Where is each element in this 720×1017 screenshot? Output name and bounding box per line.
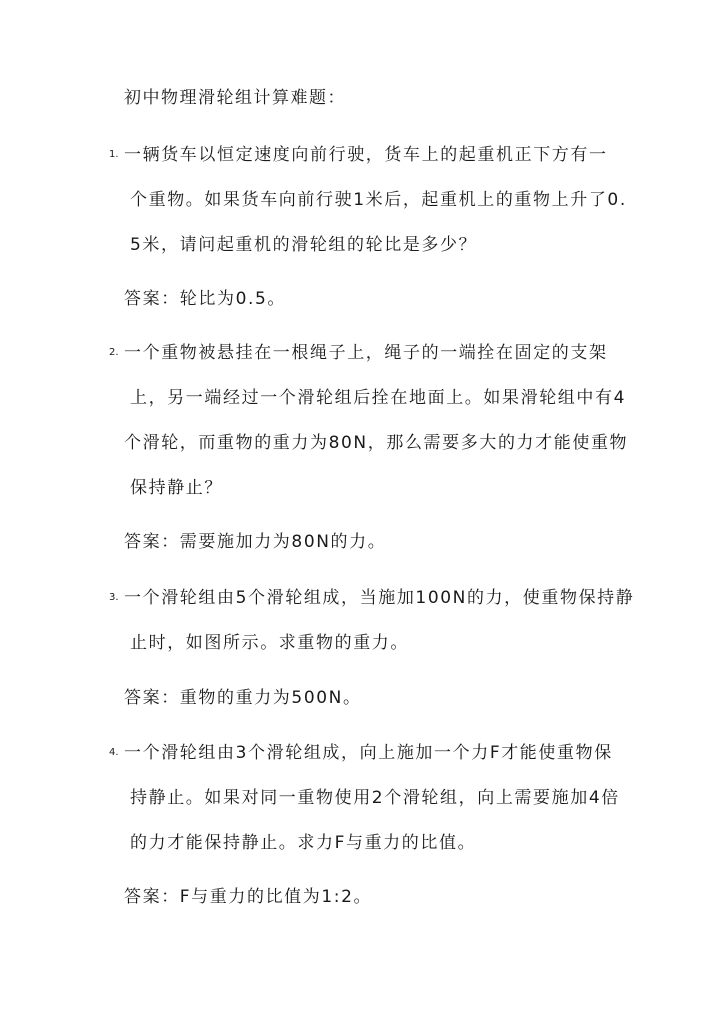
- answer-2: 答案：需要施加力为80N的力。: [124, 532, 387, 552]
- question-line: 一个滑轮组由3个滑轮组成，向上施加一个力F才能使重物保: [124, 743, 613, 763]
- question-number: 4.: [109, 747, 119, 758]
- answer-3: 答案：重物的重力为500N。: [124, 688, 362, 708]
- answer-1: 答案：轮比为0.5。: [124, 289, 287, 309]
- question-line: 持静止。如果对同一重物使用2个滑轮组，向上需要施加4倍: [130, 788, 620, 808]
- question-line: 保持静止？: [130, 478, 223, 498]
- document-title: 初中物理滑轮组计算难题：: [124, 88, 346, 108]
- question-line: 个滑轮，而重物的重力为80N，那么需要多大的力才能使重物: [124, 433, 629, 453]
- question-line: 上，另一端经过一个滑轮组后拴在地面上。如果滑轮组中有4: [130, 388, 627, 408]
- question-line: 止时，如图所示。求重物的重力。: [130, 633, 409, 653]
- question-line: 一辆货车以恒定速度向前行驶，货车上的起重机正下方有一: [124, 145, 608, 165]
- question-number: 2.: [109, 347, 119, 358]
- question-line: 5米，请问起重机的滑轮组的轮比是多少？: [130, 235, 478, 255]
- question-number: 1.: [109, 149, 119, 160]
- question-number: 3.: [109, 592, 119, 603]
- answer-4: 答案：F与重力的比值为1:2。: [124, 887, 373, 907]
- question-line: 的力才能保持静止。求力F与重力的比值。: [130, 833, 477, 853]
- question-line: 一个重物被悬挂在一根绳子上，绳子的一端拴在固定的支架: [124, 343, 608, 363]
- question-line: 一个滑轮组由5个滑轮组成，当施加100N的力，使重物保持静: [124, 588, 635, 608]
- question-line: 个重物。如果货车向前行驶1米后，起重机上的重物上升了0.: [130, 190, 627, 210]
